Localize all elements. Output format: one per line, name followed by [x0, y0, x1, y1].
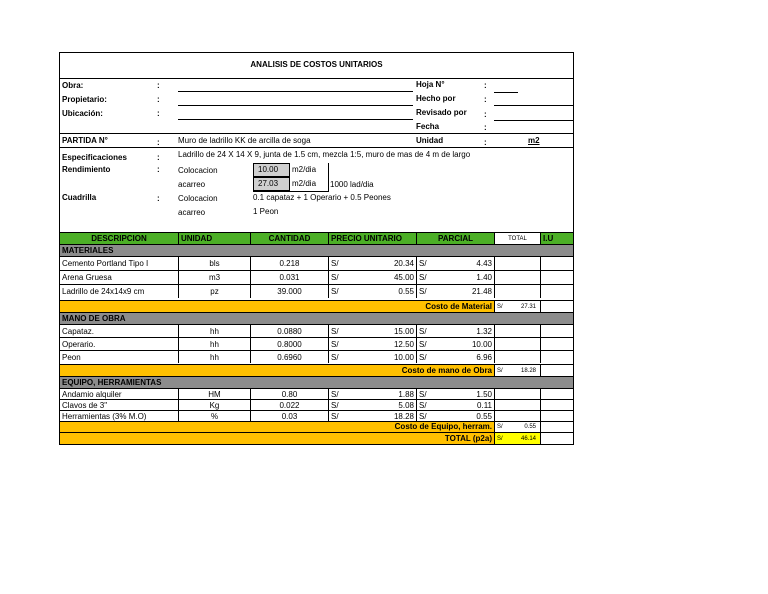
item-parcial: 1.32 [476, 327, 492, 336]
especificaciones-label: Especificaciones [62, 153, 127, 162]
mano-obra-subtotal-row [60, 364, 573, 376]
item-quantity: 0.0880 [250, 325, 328, 337]
equipo-row [60, 388, 573, 399]
item-price-currency: S/ [328, 400, 340, 410]
item-parcial: 21.48 [471, 287, 492, 296]
hecho-colon: : [484, 95, 487, 104]
item-quantity: 0.80 [250, 389, 328, 399]
mano-obra-row [60, 350, 573, 363]
item-price: 15.00 [393, 327, 414, 336]
item-total-cell [494, 271, 540, 284]
grand-total-currency: S/ [497, 436, 503, 442]
mano-obra-subtotal-currency: S/ [497, 368, 503, 374]
col-cantidad: CANTIDAD [250, 233, 328, 244]
item-price: 18.28 [393, 412, 414, 421]
unidad-colon: : [484, 138, 487, 147]
item-total-cell [494, 351, 540, 363]
materiales-subtotal-row [60, 300, 573, 312]
item-parcial-currency: S/ [416, 351, 428, 363]
rend-acarreo-unit: m2/dia [292, 179, 317, 188]
partida-value: Muro de ladrillo KK de arcilla de soga [178, 136, 311, 145]
item-description: Peon [62, 353, 81, 362]
item-price-currency: S/ [328, 325, 340, 337]
grand-total-value: 46.14 [520, 436, 536, 442]
section-mano-obra-label: MANO DE OBRA [62, 314, 126, 323]
item-price: 45.00 [393, 273, 414, 282]
item-price-currency: S/ [328, 411, 340, 421]
item-description: Operario. [62, 340, 96, 349]
section-materiales [60, 245, 573, 256]
item-total-cell [494, 338, 540, 350]
item-parcial: 10.00 [471, 340, 492, 349]
item-price-currency: S/ [328, 389, 340, 399]
item-parcial: 0.55 [476, 412, 492, 421]
item-total-cell [494, 325, 540, 337]
item-parcial: 0.11 [477, 401, 492, 410]
item-iu-cell [540, 389, 573, 399]
cuad-acarreo-label: acarreo [178, 208, 206, 217]
item-unit: HM [178, 389, 250, 399]
item-price-currency: S/ [328, 271, 340, 284]
partida-label: PARTIDA N° [62, 136, 108, 145]
hoja-label: Hoja N° [416, 80, 445, 89]
cuad-colocacion-value: 0.1 capataz + 1 Operario + 0.5 Peones [253, 193, 391, 202]
materiales-row [60, 256, 573, 270]
section-equipo [60, 376, 573, 388]
item-unit: hh [178, 351, 250, 363]
item-quantity: 0.218 [250, 257, 328, 270]
column-header-row [60, 232, 573, 245]
section-mano-obra [60, 312, 573, 324]
equipo-row [60, 410, 573, 421]
fecha-colon: : [484, 123, 487, 132]
mano-obra-subtotal-value: 18.28 [520, 368, 536, 374]
item-quantity: 0.6960 [250, 351, 328, 363]
item-total-cell [494, 411, 540, 421]
item-parcial: 6.96 [476, 353, 492, 362]
item-price: 1.88 [398, 390, 414, 399]
unidad-value: m2 [528, 136, 540, 145]
revisado-label: Revisado por [416, 108, 467, 117]
item-parcial-currency: S/ [416, 411, 428, 421]
item-unit: m3 [178, 271, 250, 284]
item-parcial: 4.43 [476, 259, 492, 268]
mano-obra-row [60, 324, 573, 337]
item-iu-cell [540, 411, 573, 421]
item-description: Capataz. [62, 327, 95, 336]
item-unit: pz [178, 285, 250, 298]
equipo-row [60, 399, 573, 410]
rendimiento-colon: : [157, 165, 160, 174]
propietario-label: Propietario: [62, 95, 107, 104]
item-parcial-currency: S/ [416, 325, 428, 337]
item-description: Herramientas (3% M.O) [62, 412, 147, 421]
item-iu-cell [540, 285, 573, 298]
item-quantity: 39.000 [250, 285, 328, 298]
col-total: TOTAL [494, 233, 540, 244]
item-description: Ladrillo de 24x14x9 cm [62, 287, 145, 296]
item-quantity: 0.8000 [250, 338, 328, 350]
item-price-currency: S/ [328, 285, 340, 298]
grand-total-label: TOTAL (p2a) [444, 434, 492, 443]
item-parcial: 1.40 [476, 273, 492, 282]
equipo-subtotal-value: 0.55 [524, 424, 536, 430]
materiales-subtotal-label: Costo de Material [425, 302, 492, 311]
col-parcial: PARCIAL [416, 233, 494, 244]
rend-colocacion-value: 10.00 [258, 165, 279, 174]
item-price: 5.08 [398, 401, 414, 410]
rend-acarreo-value: 27.03 [258, 179, 279, 188]
ubicacion-label: Ubicación: [62, 109, 103, 118]
cost-sheet [59, 52, 574, 445]
cuad-colocacion-label: Colocacion [178, 194, 218, 203]
item-description: Arena Gruesa [62, 273, 112, 282]
hoja-colon: : [484, 81, 487, 90]
col-unidad: UNIDAD [178, 233, 250, 244]
item-quantity: 0.022 [250, 400, 328, 410]
col-iu: I.U [540, 233, 573, 244]
item-parcial-currency: S/ [416, 257, 428, 270]
item-iu-cell [540, 257, 573, 270]
item-description: Cemento Portland Tipo I [62, 259, 149, 268]
item-iu-cell [540, 351, 573, 363]
materiales-row [60, 284, 573, 298]
item-parcial-currency: S/ [416, 389, 428, 399]
propietario-colon: : [157, 95, 160, 104]
item-unit: Kg [178, 400, 250, 410]
obra-colon: : [157, 81, 160, 90]
especificaciones-colon: : [157, 153, 160, 162]
item-parcial-currency: S/ [416, 285, 428, 298]
materiales-subtotal-value: 27.31 [520, 304, 536, 310]
item-quantity: 0.031 [250, 271, 328, 284]
item-total-cell [494, 285, 540, 298]
rend-colocacion-label: Colocacion [178, 166, 218, 175]
revisado-colon: : [484, 110, 487, 119]
item-total-cell [494, 389, 540, 399]
materiales-subtotal-currency: S/ [497, 304, 503, 310]
item-unit: hh [178, 338, 250, 350]
col-precio: PRECIO UNITARIO [328, 233, 416, 244]
materiales-row [60, 270, 573, 284]
cuadrilla-colon: : [157, 194, 160, 203]
rend-acarreo-extra: 1000 lad/dia [330, 180, 374, 189]
hecho-label: Hecho por [416, 94, 456, 103]
item-total-cell [494, 257, 540, 270]
section-equipo-label: EQUIPO, HERRAMIENTAS [62, 378, 162, 387]
item-price: 0.55 [398, 287, 414, 296]
rend-colocacion-unit: m2/dia [292, 165, 317, 174]
partida-colon: : [157, 138, 160, 147]
item-total-cell [494, 400, 540, 410]
item-description: Clavos de 3" [62, 401, 108, 410]
item-price-currency: S/ [328, 351, 340, 363]
item-price: 10.00 [393, 353, 414, 362]
item-parcial: 1.50 [476, 390, 492, 399]
item-iu-cell [540, 325, 573, 337]
equipo-subtotal-label: Costo de Equipo, herram. [394, 422, 492, 431]
especificaciones-value: Ladrillo de 24 X 14 X 9, junta de 1.5 cm, mezcla 1:5, muro de mas de 4 m de largo [178, 150, 471, 159]
item-iu-cell [540, 338, 573, 350]
item-description: Andamio alquiler [62, 390, 122, 399]
item-price: 20.34 [393, 259, 414, 268]
mano-obra-row [60, 337, 573, 350]
item-price-currency: S/ [328, 257, 340, 270]
item-price-currency: S/ [328, 338, 340, 350]
item-price: 12.50 [393, 340, 414, 349]
equipo-subtotal-currency: S/ [497, 424, 503, 430]
sheet-title: ANALISIS DE COSTOS UNITARIOS [250, 60, 383, 69]
item-parcial-currency: S/ [416, 400, 428, 410]
unidad-label: Unidad [416, 136, 444, 145]
cuad-acarreo-value: 1 Peon [253, 207, 279, 216]
section-materiales-label: MATERIALES [62, 246, 114, 255]
item-parcial-currency: S/ [416, 338, 428, 350]
mano-obra-subtotal-label: Costo de mano de Obra [401, 366, 492, 375]
item-unit: bls [178, 257, 250, 270]
obra-label: Obra: [62, 81, 84, 90]
cuadrilla-label: Cuadrilla [62, 193, 97, 202]
ubicacion-colon: : [157, 109, 160, 118]
item-iu-cell [540, 271, 573, 284]
item-parcial-currency: S/ [416, 271, 428, 284]
item-unit: % [178, 411, 250, 421]
rendimiento-label: Rendimiento [62, 165, 111, 174]
grand-total-row [60, 432, 573, 444]
col-descripcion: DESCRIPCION [91, 234, 147, 243]
rend-acarreo-label: acarreo [178, 180, 206, 189]
item-iu-cell [540, 400, 573, 410]
equipo-subtotal-row [60, 421, 573, 432]
item-unit: hh [178, 325, 250, 337]
item-quantity: 0.03 [250, 411, 328, 421]
fecha-label: Fecha [416, 122, 440, 131]
